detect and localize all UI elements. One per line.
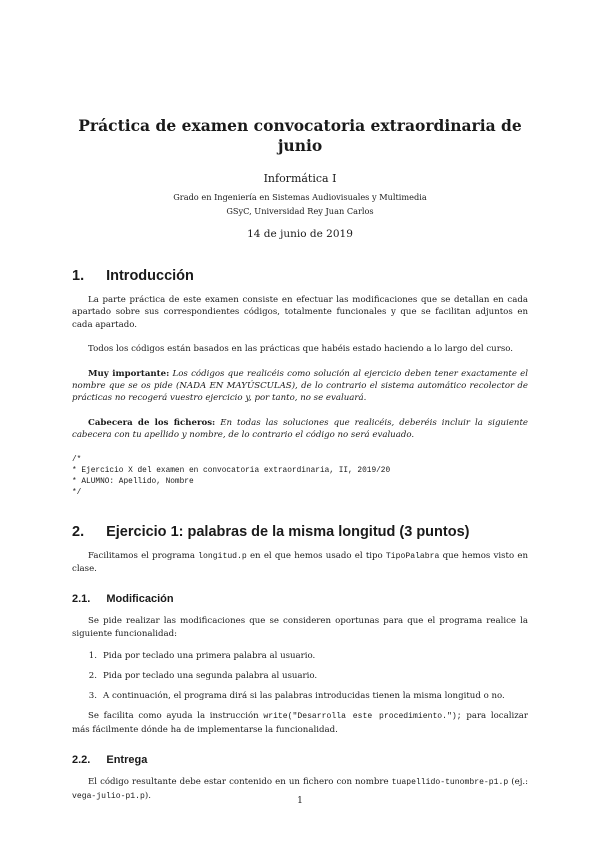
modification-intro: Se pide realizar las modificaciones que se consideren oportunas para que el programa realice la siguiente funcionalidad: <box>72 616 528 639</box>
subsection-2-1-title: Modificación <box>106 593 174 606</box>
list-item-text: Pida por teclado una segunda palabra al usuario. <box>103 671 318 682</box>
delivery-filename: tuapellido-tunombre-p1.p <box>391 778 509 788</box>
page-number: 1 <box>297 796 303 806</box>
section-1-title: Introducción <box>106 268 194 284</box>
important-paragraph <box>72 368 528 405</box>
section-1-number: 1. <box>72 268 85 284</box>
delivery-text: El código resultante debe estar contenido en un fichero con nombre <box>88 777 392 788</box>
delivery-text: ). <box>144 790 151 801</box>
header-code-block: /* * Ejercicio X del examen en convocatoria extraordinaria, II, 2019/20 * ALUMNO: Apellido, Nombre */ <box>72 455 391 497</box>
exercise-intro-text: Facilitamos el programa <box>88 550 199 561</box>
important-label: Muy importante: <box>88 368 170 379</box>
task-list <box>72 650 528 702</box>
department-name: GSyC, Universidad Rey Juan Carlos <box>226 206 374 216</box>
type-name: TipoPalabra <box>385 551 440 561</box>
help-text: para localizar más fácilmente dónde ha de implementarse la funcionalidad. <box>72 711 528 735</box>
section-2-title: Ejercicio 1: palabras de la misma longitud (3 puntos) <box>106 523 470 540</box>
list-item-text: Pida por teclado una primera palabra al usuario. <box>103 651 316 662</box>
help-text: Se facilita como ayuda la instrucción <box>88 711 264 722</box>
program-filename: longitud.p <box>198 551 247 561</box>
section-2-heading <box>72 523 528 541</box>
example-filename: vega-julio-p1.p <box>72 791 145 801</box>
list-item-text: A continuación, el programa dirá si las palabras introducidas tienen la misma longitud o no. <box>103 691 505 702</box>
document-body <box>72 116 528 803</box>
file-header-paragraph <box>72 417 528 442</box>
degree-name: Grado en Ingeniería en Sistemas Audiovisuales y Multimedia <box>173 192 427 202</box>
subsection-2-1-heading <box>72 592 528 606</box>
file-header-text: En todas las soluciones que realicéis, deberéis incluir la siguiente cabecera con tu apellido y nombre, de lo contrario el código no será evaluado. <box>72 417 528 441</box>
exercise-intro-paragraph <box>72 550 528 576</box>
exercise-intro-text: que hemos visto en clase. <box>72 550 528 575</box>
subject-name: Informática I <box>263 172 337 185</box>
list-item-number: 1. <box>88 651 97 662</box>
important-text: Los códigos que realicéis como solución al ejercicio deben tener exactamente el nombre que se os pide (NADA EN MAYÚSCULAS), de lo contrario el sistema automático recolector de prácticas no recogerá vuestro ejercicio y, por tanto, no se evaluará. <box>72 368 528 404</box>
document-title: Práctica de examen convocatoria extraordinaria de junio <box>78 116 522 155</box>
section-2-number: 2. <box>72 523 85 540</box>
document-date: 14 de junio de 2019 <box>247 228 353 240</box>
list-item-number: 2. <box>88 671 97 682</box>
list-item <box>72 670 528 682</box>
subsection-2-2-heading <box>72 753 528 767</box>
section-1-heading <box>72 267 528 285</box>
help-paragraph <box>72 710 528 736</box>
list-item <box>72 690 528 702</box>
list-item <box>72 650 528 662</box>
subsection-2-1-number: 2.1. <box>72 593 91 606</box>
file-header-label: Cabecera de los ficheros: <box>88 417 216 428</box>
help-code: write("Desarrolla este procedimiento."); <box>263 712 462 722</box>
subsection-2-2-number: 2.2. <box>72 754 91 767</box>
exercise-intro-text: en el que hemos usado el tipo <box>246 550 386 561</box>
subsection-2-2-title: Entrega <box>106 754 148 767</box>
intro-paragraph-2: Todos los códigos están basados en las prácticas que habéis estado haciendo a lo largo del curso. <box>88 344 513 355</box>
list-item-number: 3. <box>88 691 97 702</box>
delivery-text: (ej.: <box>508 777 529 788</box>
intro-paragraph-1: La parte práctica de este examen consiste en efectuar las modificaciones que se detallan en cada apartado sobre sus correspondientes códigos, totalmente funcionales y que se facilitan adjuntos en cada apartado. <box>72 295 528 330</box>
